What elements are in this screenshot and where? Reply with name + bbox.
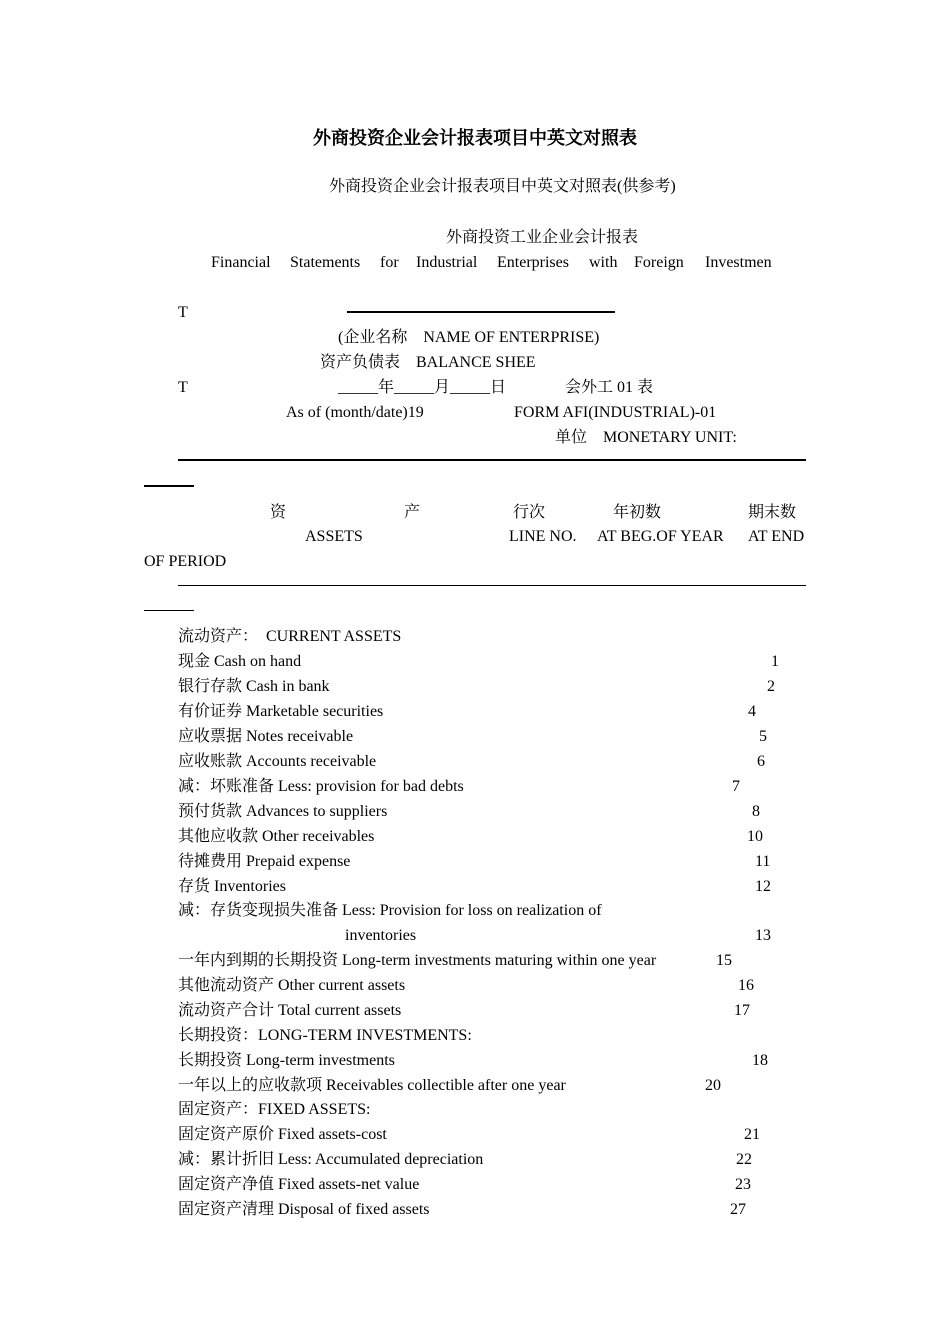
row-line-no: 15 <box>716 952 732 969</box>
row-label: 应收账款 Accounts receivable <box>178 753 377 770</box>
col-assets-cn: 资 <box>270 504 287 521</box>
row-label: 待摊费用 Prepaid expense <box>178 853 351 870</box>
row-label: 固定资产净值 Fixed assets-net value <box>178 1176 420 1193</box>
col-end-en-wrap: OF PERIOD <box>144 553 227 570</box>
header-separator-wrap <box>144 610 194 611</box>
row-label: 固定资产清理 Disposal of fixed assets <box>178 1201 430 1218</box>
row-label: 固定资产原价 Fixed assets-cost <box>178 1126 387 1143</box>
col-end-cn: 期末数 <box>748 504 797 521</box>
row-line-no: 4 <box>748 703 756 720</box>
row-line-no: 8 <box>752 803 760 820</box>
row-line-no: 16 <box>738 977 754 994</box>
report-title-cn: 外商投资工业企业会计报表 <box>446 229 639 246</box>
report-title-en <box>0 253 950 273</box>
row-line-no: 12 <box>755 878 771 895</box>
separator-line-wrap <box>144 485 194 487</box>
row-label: 其他应收款 Other receivables <box>178 828 375 845</box>
report-title-word: Statements <box>290 254 361 271</box>
col-line-cn: 行次 <box>513 504 546 521</box>
row-line-no: 27 <box>730 1201 746 1218</box>
row-label: inventories <box>345 927 417 944</box>
monetary-unit: 单位 MONETARY UNIT: <box>555 429 737 446</box>
enterprise-underline <box>347 311 615 313</box>
header-separator <box>178 585 806 586</box>
row-label: 应收票据 Notes receivable <box>178 728 354 745</box>
wrap-letter: T <box>178 379 188 396</box>
row-label: 固定资产：FIXED ASSETS: <box>178 1101 371 1118</box>
row-label: 长期投资：LONG-TERM INVESTMENTS: <box>178 1027 472 1044</box>
row-line-no: 22 <box>736 1151 752 1168</box>
row-label: 其他流动资产 Other current assets <box>178 977 406 994</box>
row-label: 现金 Cash on hand <box>178 653 302 670</box>
col-beg-cn: 年初数 <box>613 504 662 521</box>
row-line-no: 18 <box>752 1052 768 1069</box>
row-label: 减：存货变现损失准备 Less: Provision for loss on realization of <box>178 902 602 919</box>
row-line-no: 21 <box>744 1126 760 1143</box>
row-line-no: 1 <box>771 653 779 670</box>
row-label: 有价证券 Marketable securities <box>178 703 384 720</box>
row-line-no: 2 <box>767 678 775 695</box>
row-label: 一年内到期的长期投资 Long-term investments maturing within one year <box>178 952 657 969</box>
row-label: 减：坏账准备 Less: provision for bad debts <box>178 778 464 795</box>
report-title-word: Foreign <box>634 254 684 271</box>
report-title-word: for <box>380 254 399 271</box>
enterprise-name-label: (企业名称 NAME OF ENTERPRISE) <box>338 329 600 346</box>
col-assets-cn: 产 <box>404 504 421 521</box>
row-line-no: 13 <box>755 927 771 944</box>
row-line-no: 11 <box>755 853 771 870</box>
col-beg-en: AT BEG.OF YEAR <box>597 528 724 545</box>
subtitle: 外商投资企业会计报表项目中英文对照表(供参考) <box>329 178 676 195</box>
wrap-letter: T <box>178 304 188 321</box>
report-title-word: Financial <box>211 254 271 271</box>
row-line-no: 20 <box>705 1077 721 1094</box>
report-title-word: Investmen <box>705 254 772 271</box>
report-title-word: Enterprises <box>497 254 569 271</box>
report-title-word: with <box>589 254 618 271</box>
row-line-no: 5 <box>759 728 767 745</box>
sheet-name: 资产负债表 BALANCE SHEE <box>320 354 536 371</box>
row-line-no: 23 <box>735 1176 751 1193</box>
row-label: 一年以上的应收款项 Receivables collectible after one year <box>178 1077 566 1094</box>
as-of-date: As of (month/date)19 <box>286 404 424 421</box>
row-label: 流动资产合计 Total current assets <box>178 1002 402 1019</box>
separator-line <box>178 459 806 461</box>
row-line-no: 10 <box>747 828 763 845</box>
form-code-en: FORM AFI(INDUSTRIAL)-01 <box>514 404 717 421</box>
row-label: 减：累计折旧 Less: Accumulated depreciation <box>178 1151 484 1168</box>
row-line-no: 17 <box>734 1002 750 1019</box>
row-label: 预付货款 Advances to suppliers <box>178 803 388 820</box>
report-title-word: Industrial <box>416 254 478 271</box>
row-label: 银行存款 Cash in bank <box>178 678 330 695</box>
row-label: 存货 Inventories <box>178 878 286 895</box>
row-line-no: 7 <box>732 778 740 795</box>
page-title: 外商投资企业会计报表项目中英文对照表 <box>313 128 637 148</box>
form-code-cn: 会外工 01 表 <box>565 379 654 396</box>
col-line-en: LINE NO. <box>509 528 577 545</box>
row-label: 长期投资 Long-term investments <box>178 1052 395 1069</box>
date-line: _____年_____月_____日 <box>338 379 507 396</box>
row-label: 流动资产： CURRENT ASSETS <box>178 628 402 645</box>
col-assets-en: ASSETS <box>305 528 363 545</box>
row-line-no: 6 <box>757 753 765 770</box>
col-end-en: AT END <box>748 528 805 545</box>
